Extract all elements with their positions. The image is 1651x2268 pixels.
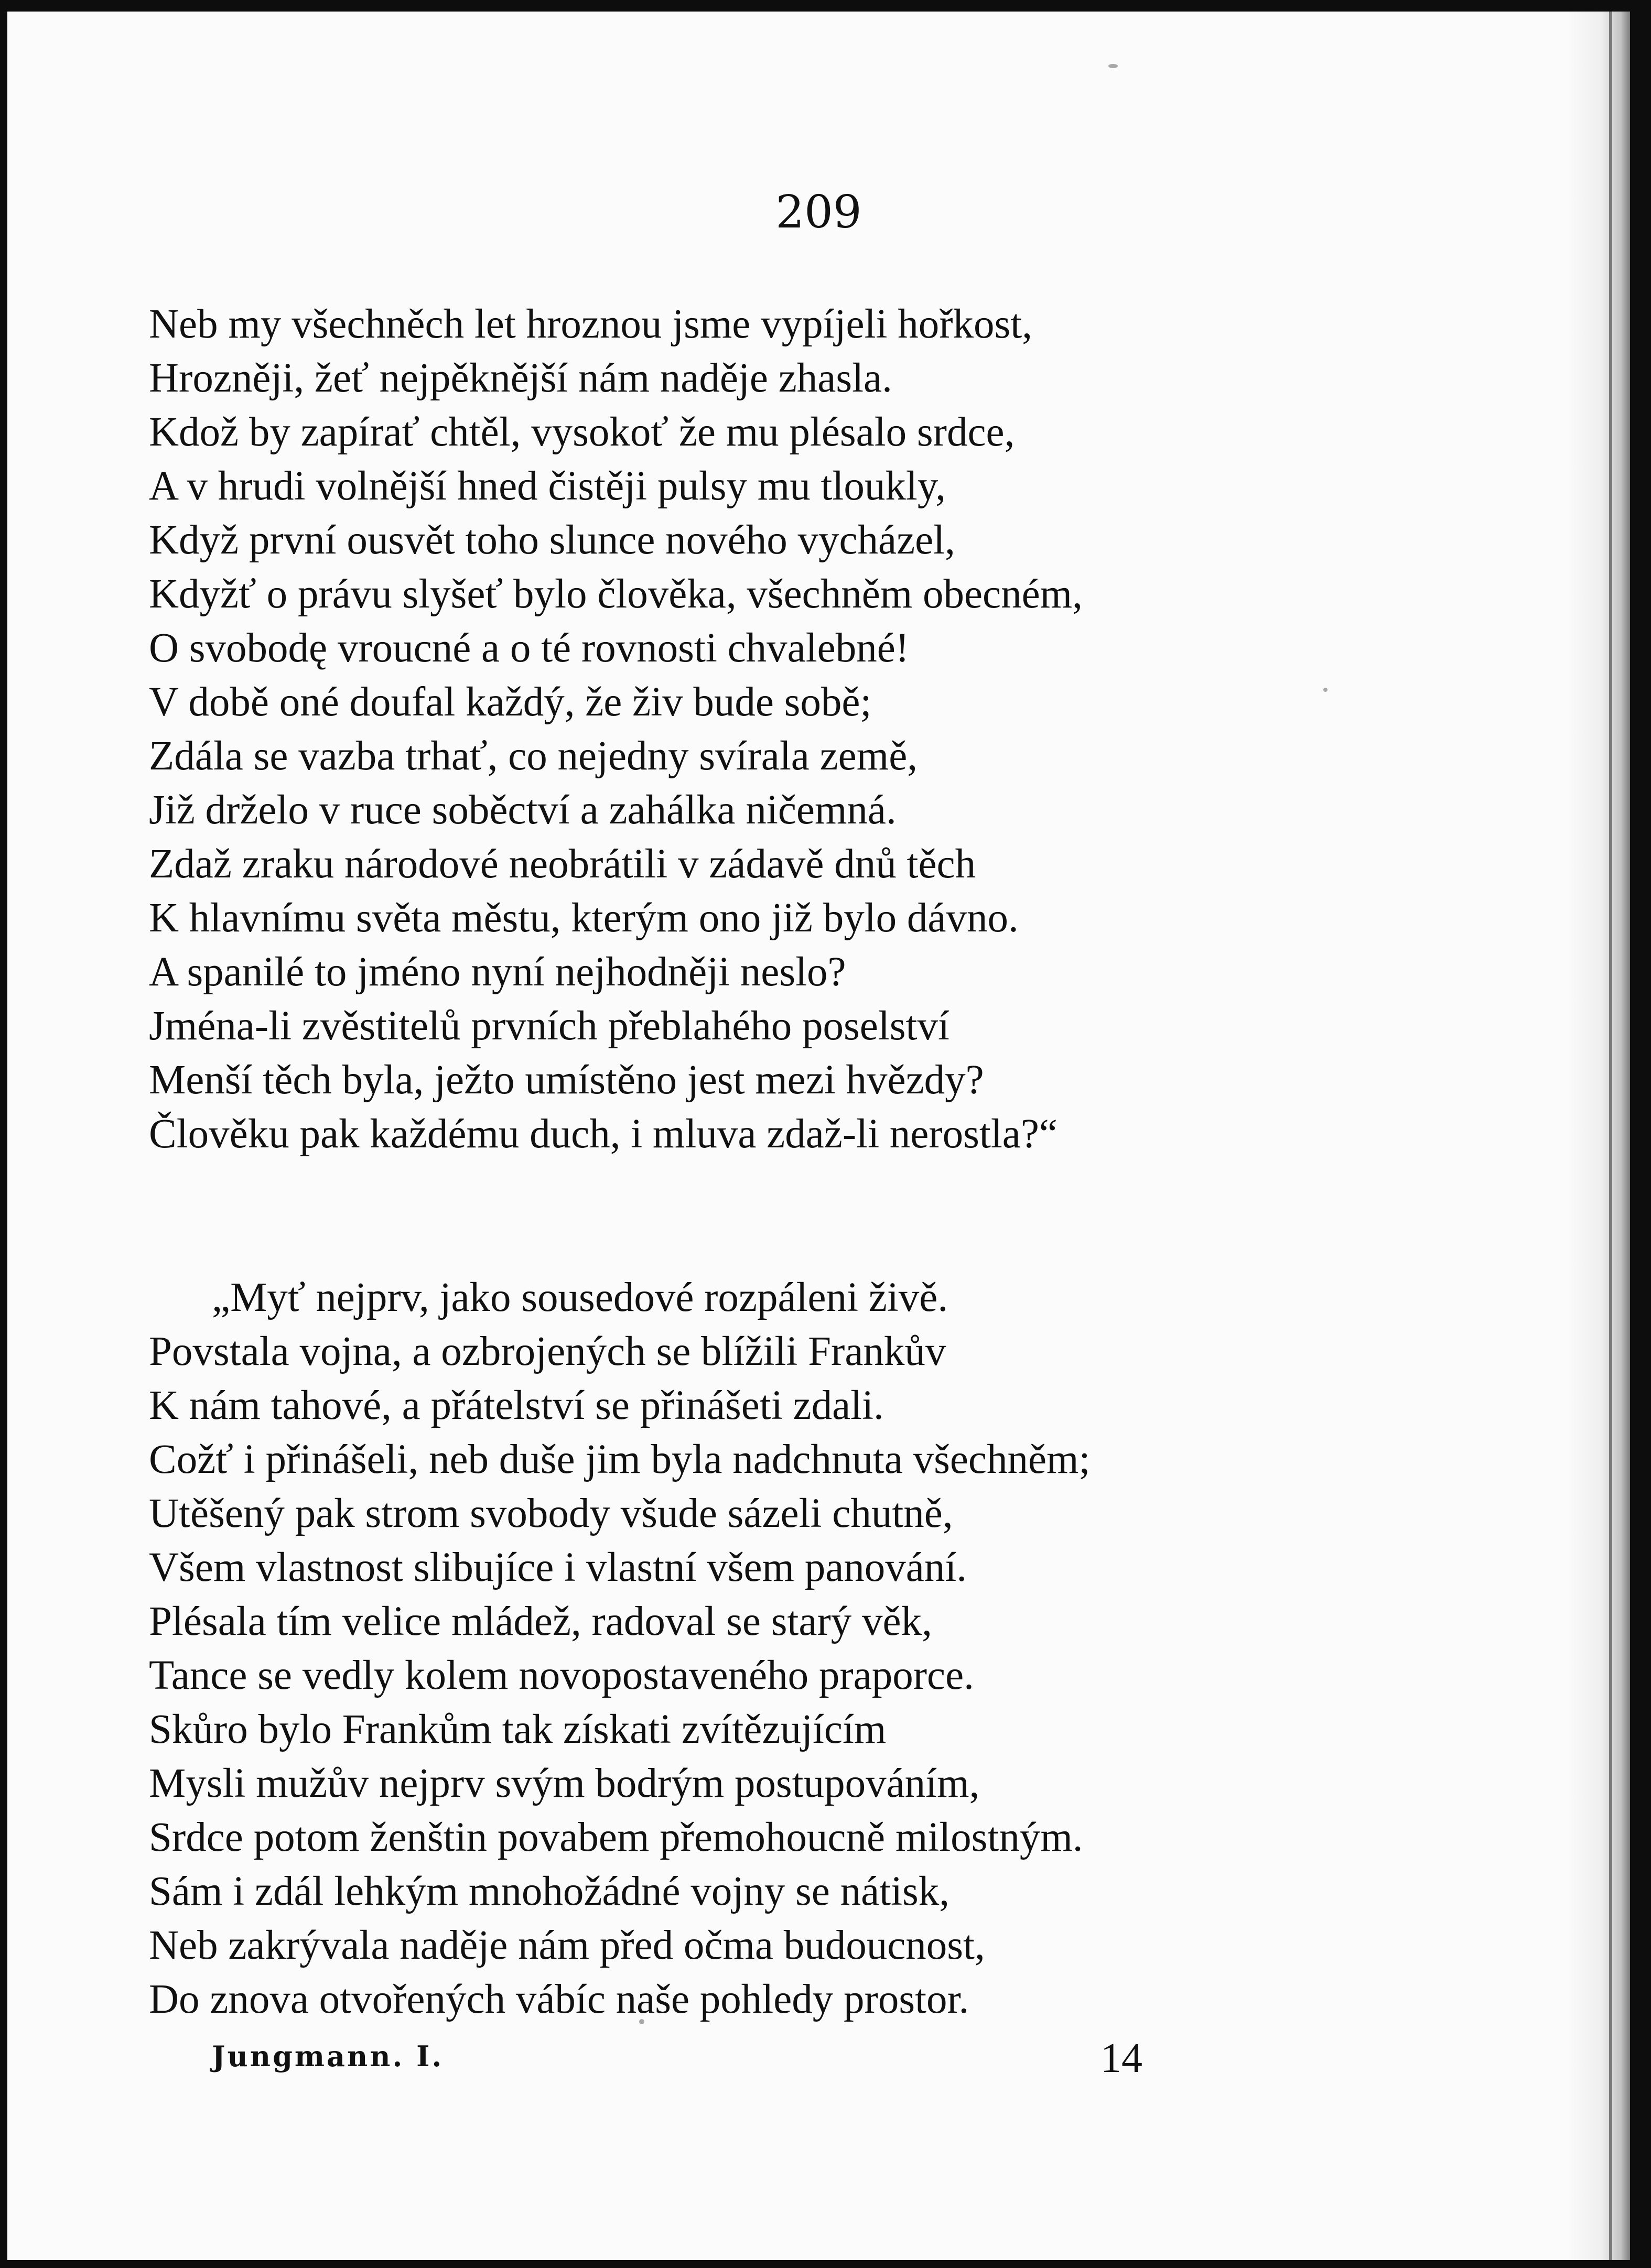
verse-line: Jména-li zvěstitelů prvních přeblahého poselství [149,1003,949,1049]
verse-line: Skůro bylo Frankům tak získati zvítězujícím [149,1707,887,1752]
verse-line: Zdála se vazba trhať, co nejedny svírala země, [149,733,918,779]
verse-line: Kdož by zapírať chtěl, vysokoť že mu plésalo srdce, [149,409,1015,455]
verse-line: Utěšený pak strom svobody všude sázeli chutně, [149,1491,953,1536]
stanza-2 [149,1271,1564,2026]
verse-line: Plésala tím velice mládež, radoval se starý věk, [149,1599,932,1644]
verse-line: Neb zakrývala naděje nám před očma budoucnost, [149,1923,985,1968]
verse-line: Všem vlastnost slibujíce i vlastní všem panování. [149,1545,967,1590]
verse-line: Srdce potom ženštin povabem přemohoucně milostným. [149,1815,1083,1860]
verse-line: Již drželo v ruce soběctví a zahálka ničemná. [149,787,897,833]
verse-line: K nám tahové, a přátelství se přinášeti zdali. [149,1383,884,1428]
verse-line: Menší těch byla, ježto umístěno jest mezi hvězdy? [149,1057,984,1103]
verse-line: A spanilé to jméno nyní nejhodněji neslo? [149,949,846,995]
verse-line: Cožť i přinášeli, neb duše jim byla nadchnuta všechněm; [149,1437,1091,1482]
verse-line: Mysli mužův nejprv svým bodrým postupováním, [149,1761,980,1806]
verse-line: A v hrudi volnější hned čistěji pulsy mu tloukly, [149,463,946,509]
verse-line: Tance se vedly kolem novopostaveného praporce. [149,1653,974,1698]
verse-line: O svobodę vroucné a o té rovnosti chvalebné! [149,625,910,671]
verse-line: Zdaž zraku národové neobrátili v zádavě dnů těch [149,841,976,887]
printer-signature: Jungmann. I. [212,2039,444,2073]
verse-line: Neb my všechněch let hroznou jsme vypíjeli hořkost, [149,301,1032,347]
stanza-1 [149,297,1564,1161]
page-binding-edge [1609,12,1612,2260]
verse-line: K hlavnímu světa městu, kterým ono již bylo dávno. [149,895,1019,941]
verse-line: Když první ousvět toho slunce nového vycházel, [149,517,955,563]
page-number: 209 [775,186,862,238]
verse-line: Povstala vojna, a ozbrojených se blížili Frankův [149,1329,946,1374]
verse-line: V době oné doufal každý, že živ bude sobě; [149,679,872,725]
verse-line: Do znova otvořených vábíc naše pohledy prostor. [149,1977,969,2022]
verse-line: „Myť nejprv, jako sousedové rozpáleni živě. [212,1275,948,1320]
verse-line: Člověku pak každému duch, i mluva zdaž-li nerostla?“ [149,1111,1057,1157]
sheet-number: 14 [1100,2035,1142,2081]
verse-line: Kdyžť o právu slyšeť bylo člověka, všechněm obecném, [149,571,1083,617]
page-gutter-shadow [1567,12,1630,2260]
paper-speck [1108,64,1118,68]
verse-line: Sám i zdál lehkým mnohožádné vojny se nátisk, [149,1869,950,1914]
verse-line: Hrozněji, žeť nejpěknější nám naděje zhasla. [149,355,892,401]
book-page [7,12,1630,2260]
